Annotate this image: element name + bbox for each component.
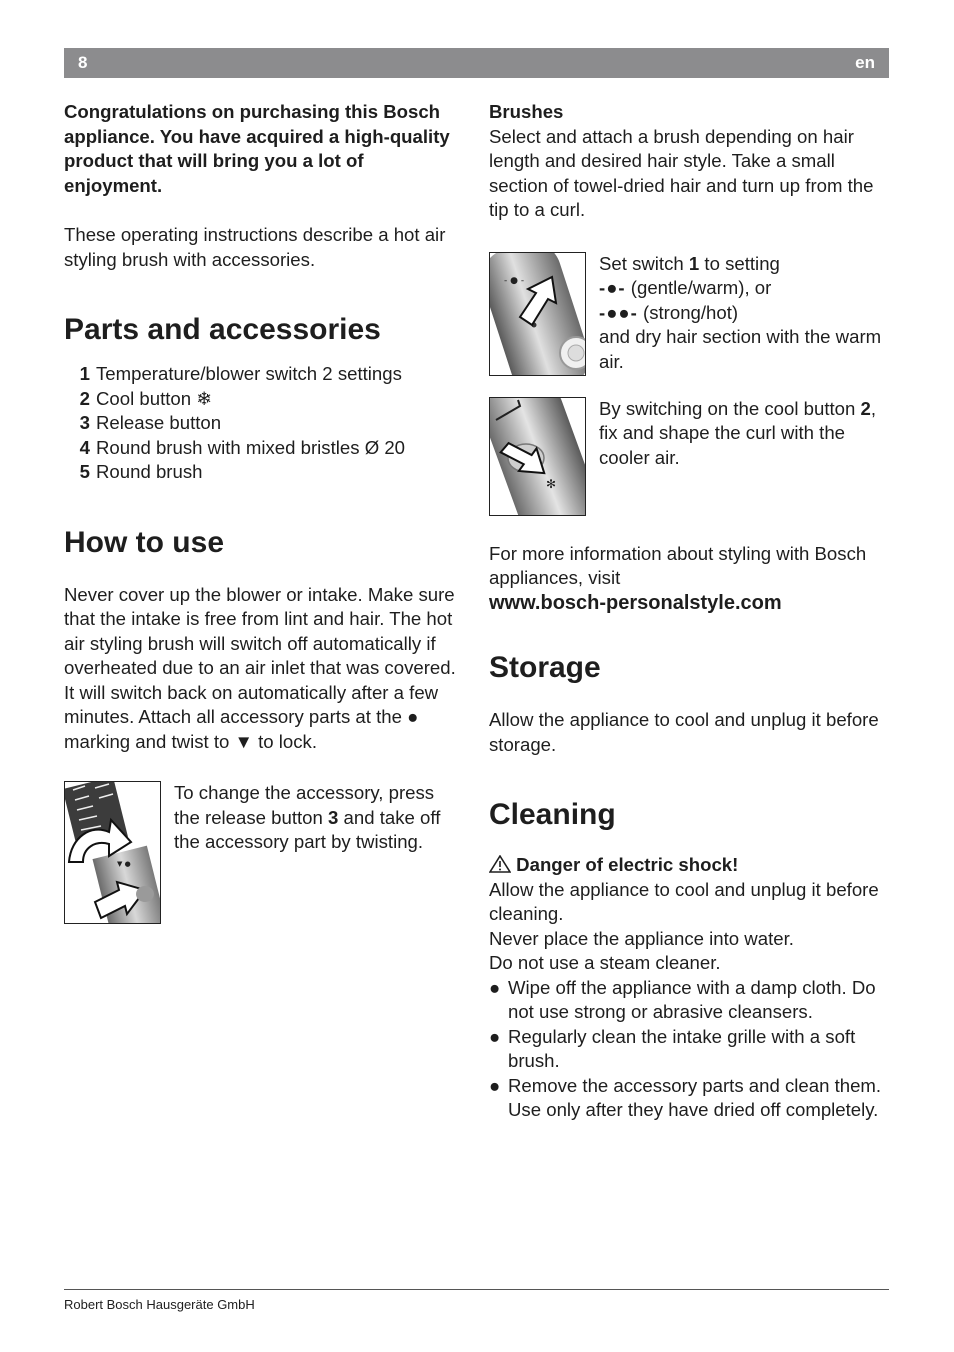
header-bar	[64, 48, 889, 78]
setting-gentle-symbol: -●-	[599, 277, 626, 298]
brushes-heading: Brushes	[489, 101, 564, 122]
howto-heading: How to use	[64, 525, 225, 559]
page-number: 8	[78, 53, 88, 72]
parts-heading: Parts and accessories	[64, 313, 381, 346]
svg-text:✻: ✻	[546, 476, 557, 491]
footer-divider	[64, 1289, 889, 1290]
cool-section	[489, 397, 889, 516]
howto-text: Never cover up the blower or intake. Make sure that the intake is free from lint and hair. The hot air styling brush will switch off automatically if overheated due to an air inlet that was covered. It will switch back on automatically after a few minutes. Attach all accessory parts at the ● marking and twist to ▼ to lock.	[64, 583, 456, 752]
cleaning-line: Allow the appliance to cool and unplug it before cleaning.	[489, 878, 879, 924]
cleaning-line: Do not use a steam cleaner.	[489, 952, 721, 973]
switch-section	[489, 252, 889, 376]
warning-triangle-icon	[489, 855, 511, 873]
setting-strong-symbol: -●●-	[599, 301, 638, 323]
cleaning-line: Never place the appliance into water.	[489, 927, 794, 949]
cleaning-heading: Cleaning	[489, 798, 616, 831]
brushes-text: Select and attach a brush depending on hair length and desired hair style. Take a small section of towel-dried hair and turn up from the tip to a curl.	[489, 125, 874, 220]
cleaning-bullets	[489, 976, 889, 1123]
change-accessory-section	[64, 781, 464, 924]
storage-text: Allow the appliance to cool and unplug it before storage.	[489, 709, 879, 755]
switch-illustration	[489, 252, 586, 376]
cool-button-illustration	[489, 397, 586, 516]
parts-item: 3 Release button	[79, 412, 222, 433]
parts-item: 4 Round brush with mixed bristles Ø 20	[79, 436, 406, 458]
list-item: ● Remove the accessory parts and clean them. Use only after they have dried off completely.	[489, 1074, 882, 1120]
release-accessory-illustration	[64, 781, 161, 924]
danger-text: Danger of electric shock!	[516, 854, 739, 875]
parts-item: 1 Temperature/blower switch 2 settings	[79, 363, 402, 384]
svg-text:▼ ●: ▼ ●	[117, 860, 131, 868]
right-column	[489, 100, 889, 1123]
footer-company: Robert Bosch Hausgeräte GmbH	[64, 1297, 255, 1312]
intro-bold: Congratulations on purchasing this Bosch appliance. You have acquired a high-quality product that will bring you a lot of enjoyment.	[64, 101, 450, 196]
svg-text:- ● -: - ● -	[504, 275, 525, 286]
cool-text: By switching on the cool button 2, fix and shape the curl with the cooler air.	[599, 397, 877, 468]
website-link[interactable]: www.bosch-personalstyle.com	[489, 591, 782, 614]
change-accessory-text: To change the accessory, press the release button 3 and take off the accessory part by twisting.	[174, 782, 441, 852]
list-item: ● Regularly clean the intake grille with a soft brush.	[489, 1025, 856, 1071]
left-column	[64, 100, 464, 924]
danger-warning	[489, 853, 889, 878]
intro-text: These operating instructions describe a hot air styling brush with accessories.	[64, 224, 446, 270]
switch-text: Set switch 1 to setting -●- (gentle/warm), or -●●- (strong/hot) and dry hair section with the warm air.	[599, 252, 882, 372]
parts-list	[64, 362, 464, 485]
parts-item: 2 Cool button ❄	[79, 387, 212, 409]
list-item: ● Wipe off the appliance with a damp cloth. Do not use strong or abrasive cleansers.	[489, 976, 876, 1022]
parts-item: 5 Round brush	[79, 461, 203, 482]
more-info-text: For more information about styling with Bosch appliances, visit	[489, 542, 867, 588]
storage-heading: Storage	[489, 651, 601, 684]
language-code: en	[855, 53, 875, 72]
